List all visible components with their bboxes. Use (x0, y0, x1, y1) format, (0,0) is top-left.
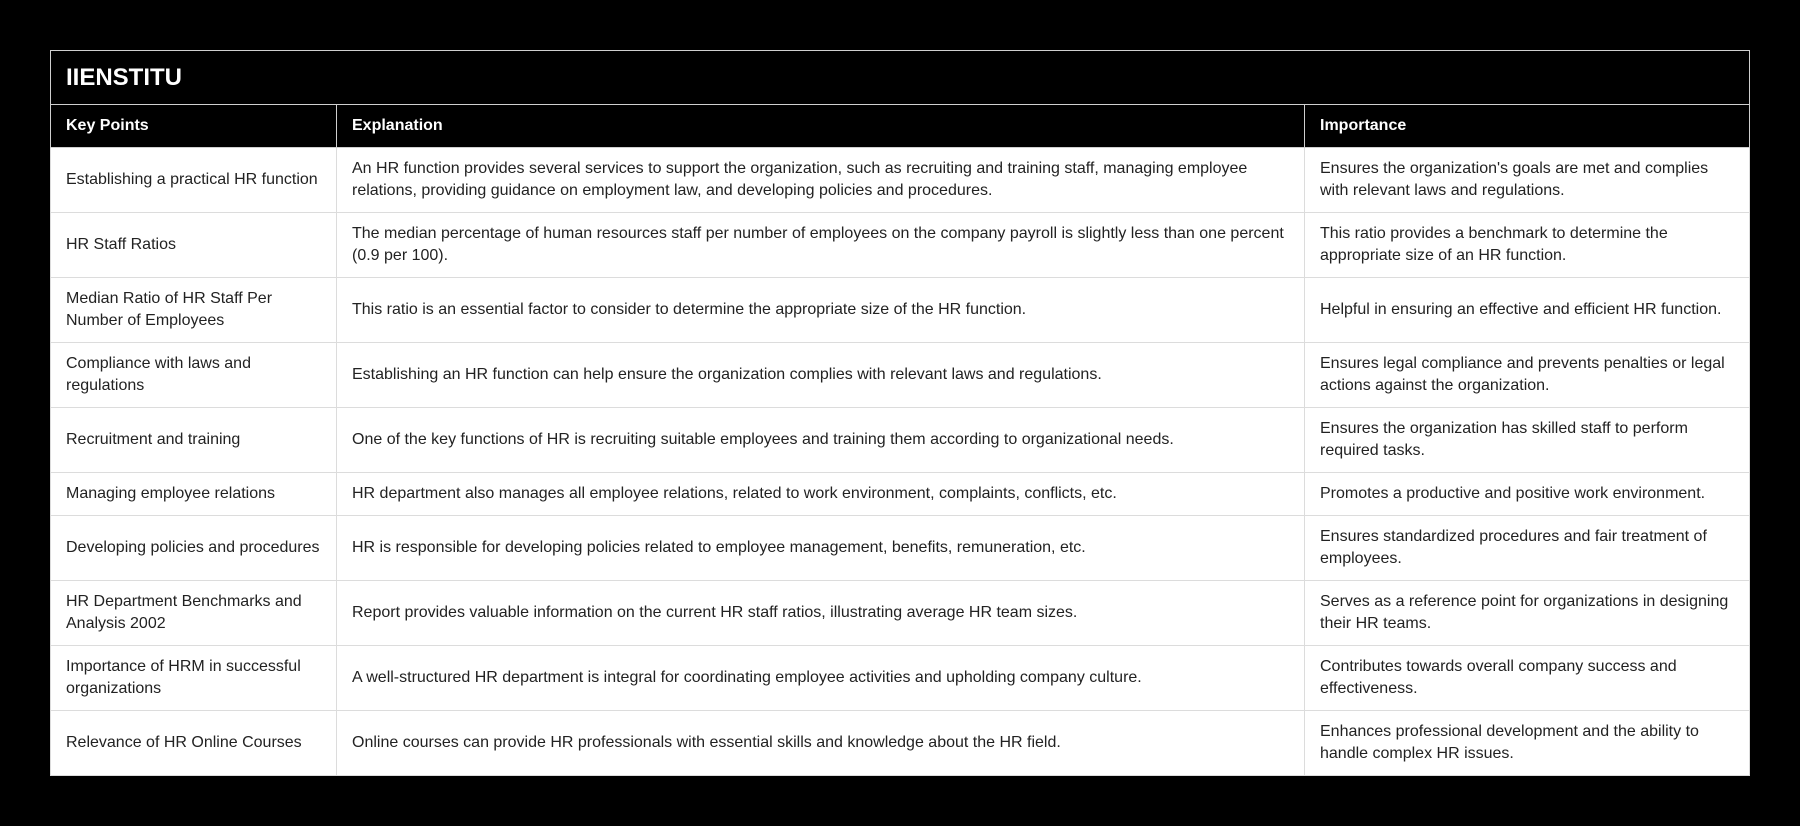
table-title: IIENSTITU (50, 50, 1750, 104)
explanation-cell: Establishing an HR function can help ensure the organization complies with relevant laws and regulations. (337, 343, 1305, 408)
importance-cell: This ratio provides a benchmark to determine the appropriate size of an HR function. (1305, 213, 1750, 278)
table-row (51, 711, 1750, 776)
importance-cell: Ensures the organization has skilled staff to perform required tasks. (1305, 408, 1750, 473)
key-points-table (50, 50, 1750, 776)
key-point-cell: HR Department Benchmarks and Analysis 2002 (51, 581, 337, 646)
importance-cell: Enhances professional development and the ability to handle complex HR issues. (1305, 711, 1750, 776)
table-row (51, 343, 1750, 408)
explanation-cell: An HR function provides several services to support the organization, such as recruiting and training staff, managing employee relations, providing guidance on employment law, and developing policies and procedures. (337, 148, 1305, 213)
explanation-cell: Report provides valuable information on the current HR staff ratios, illustrating average HR team sizes. (337, 581, 1305, 646)
table-row (51, 213, 1750, 278)
key-point-cell: Importance of HRM in successful organizations (51, 646, 337, 711)
table-row (51, 148, 1750, 213)
key-point-cell: Developing policies and procedures (51, 516, 337, 581)
key-point-cell: Median Ratio of HR Staff Per Number of Employees (51, 278, 337, 343)
table-row (51, 646, 1750, 711)
key-point-cell: HR Staff Ratios (51, 213, 337, 278)
key-point-cell: Managing employee relations (51, 473, 337, 516)
column-header-explanation: Explanation (337, 105, 1305, 148)
explanation-cell: HR department also manages all employee relations, related to work environment, complaints, conflicts, etc. (337, 473, 1305, 516)
importance-cell: Ensures the organization's goals are met and complies with relevant laws and regulations. (1305, 148, 1750, 213)
importance-cell: Ensures standardized procedures and fair treatment of employees. (1305, 516, 1750, 581)
explanation-cell: HR is responsible for developing policies related to employee management, benefits, remuneration, etc. (337, 516, 1305, 581)
explanation-cell: A well-structured HR department is integral for coordinating employee activities and upholding company culture. (337, 646, 1305, 711)
key-point-cell: Establishing a practical HR function (51, 148, 337, 213)
explanation-cell: The median percentage of human resources staff per number of employees on the company payroll is slightly less than one percent (0.9 per 100). (337, 213, 1305, 278)
column-header-key-points: Key Points (51, 105, 337, 148)
table-row (51, 581, 1750, 646)
table-row (51, 473, 1750, 516)
importance-cell: Helpful in ensuring an effective and efficient HR function. (1305, 278, 1750, 343)
importance-cell: Ensures legal compliance and prevents penalties or legal actions against the organization. (1305, 343, 1750, 408)
table-header-row (51, 105, 1750, 148)
importance-cell: Serves as a reference point for organizations in designing their HR teams. (1305, 581, 1750, 646)
table-row (51, 278, 1750, 343)
key-point-cell: Recruitment and training (51, 408, 337, 473)
key-point-cell: Relevance of HR Online Courses (51, 711, 337, 776)
explanation-cell: This ratio is an essential factor to consider to determine the appropriate size of the HR function. (337, 278, 1305, 343)
importance-cell: Contributes towards overall company success and effectiveness. (1305, 646, 1750, 711)
table-row (51, 516, 1750, 581)
key-point-cell: Compliance with laws and regulations (51, 343, 337, 408)
explanation-cell: Online courses can provide HR professionals with essential skills and knowledge about the HR field. (337, 711, 1305, 776)
importance-cell: Promotes a productive and positive work environment. (1305, 473, 1750, 516)
table-row (51, 408, 1750, 473)
explanation-cell: One of the key functions of HR is recruiting suitable employees and training them according to organizational needs. (337, 408, 1305, 473)
column-header-importance: Importance (1305, 105, 1750, 148)
table-container (50, 50, 1749, 776)
